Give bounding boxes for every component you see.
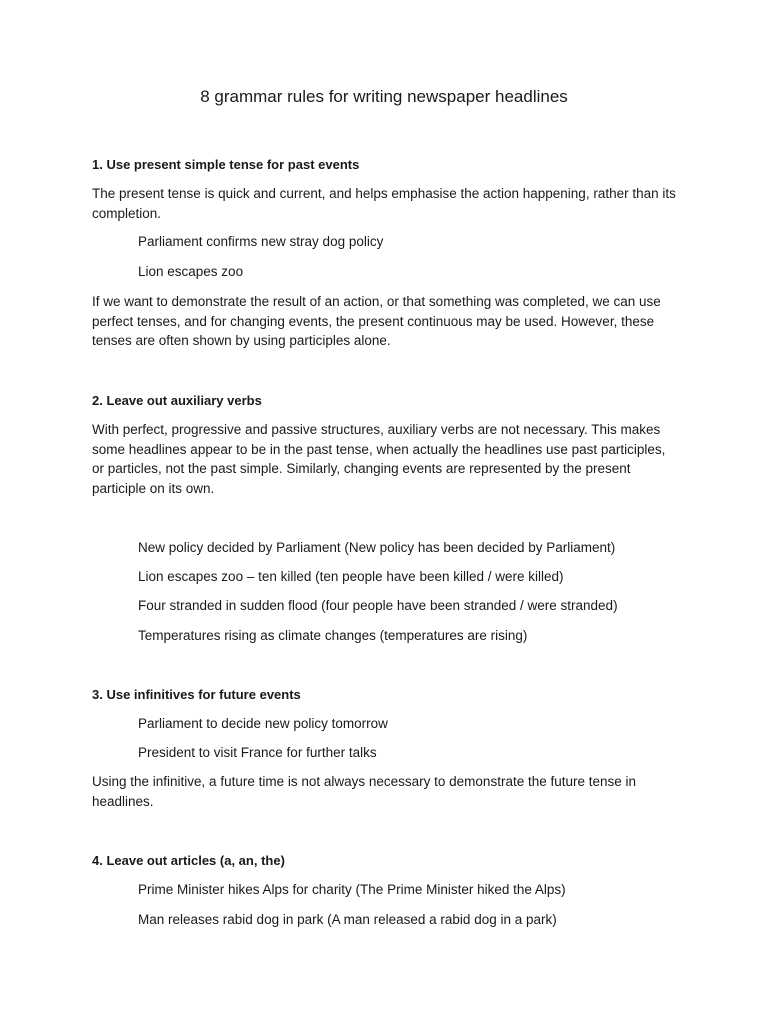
section-1-outro — [92, 292, 676, 351]
example-headline: Lion escapes zoo — [138, 264, 244, 279]
example-headline: Parliament confirms new stray dog policy — [138, 234, 384, 249]
section-4 — [92, 851, 676, 870]
paragraph: If we want to demonstrate the result of an action, or that something was completed, we can use perfect tenses, and for changing events, the present continuous may be used. However, these tenses are often shown by using participles alone. — [92, 294, 661, 348]
section-3-example-2 — [92, 743, 676, 763]
section-heading: 4. Leave out articles (a, an, the) — [92, 853, 285, 868]
paragraph: Using the infinitive, a future time is not always necessary to demonstrate the future tense in headlines. — [92, 774, 637, 809]
section-3 — [92, 685, 676, 704]
section-2-example-2 — [92, 567, 676, 587]
paragraph: With perfect, progressive and passive structures, auxiliary verbs are not necessary. This makes some headlines appear to be in the past tense, when actually the headlines use past participles, or particles, not the past simple. Similarly, changing events are represented by the present participle on its own. — [92, 422, 666, 496]
page-title: 8 grammar rules for writing newspaper headlines — [200, 87, 568, 106]
section-1-intro — [92, 184, 676, 223]
section-heading: 1. Use present simple tense for past events — [92, 157, 360, 172]
section-2-example-4 — [92, 626, 676, 646]
section-3-outro — [92, 772, 676, 811]
example-headline: Temperatures rising as climate changes (temperatures are rising) — [138, 628, 528, 643]
section-4-example-1 — [92, 880, 676, 900]
section-1-example-1 — [92, 232, 676, 252]
example-headline: Four stranded in sudden flood (four people have been stranded / were stranded) — [138, 598, 618, 613]
section-heading: 2. Leave out auxiliary verbs — [92, 393, 262, 408]
example-headline: New policy decided by Parliament (New policy has been decided by Parliament) — [138, 540, 616, 555]
section-2 — [92, 391, 676, 410]
example-headline: Man releases rabid dog in park (A man released a rabid dog in a park) — [138, 912, 557, 927]
example-headline: President to visit France for further talks — [138, 745, 377, 760]
paragraph: The present tense is quick and current, and helps emphasise the action happening, rather than its completion. — [92, 186, 676, 221]
section-2-example-1 — [92, 538, 676, 558]
example-headline: Lion escapes zoo – ten killed (ten people have been killed / were killed) — [138, 569, 564, 584]
example-headline: Prime Minister hikes Alps for charity (The Prime Minister hiked the Alps) — [138, 882, 566, 897]
section-1 — [92, 155, 676, 174]
section-4-example-2 — [92, 910, 676, 930]
section-1-example-2 — [92, 262, 676, 282]
section-2-example-3 — [92, 596, 676, 616]
example-headline: Parliament to decide new policy tomorrow — [138, 716, 388, 731]
section-3-example-1 — [92, 714, 676, 734]
section-2-intro — [92, 420, 676, 498]
section-heading: 3. Use infinitives for future events — [92, 687, 301, 702]
